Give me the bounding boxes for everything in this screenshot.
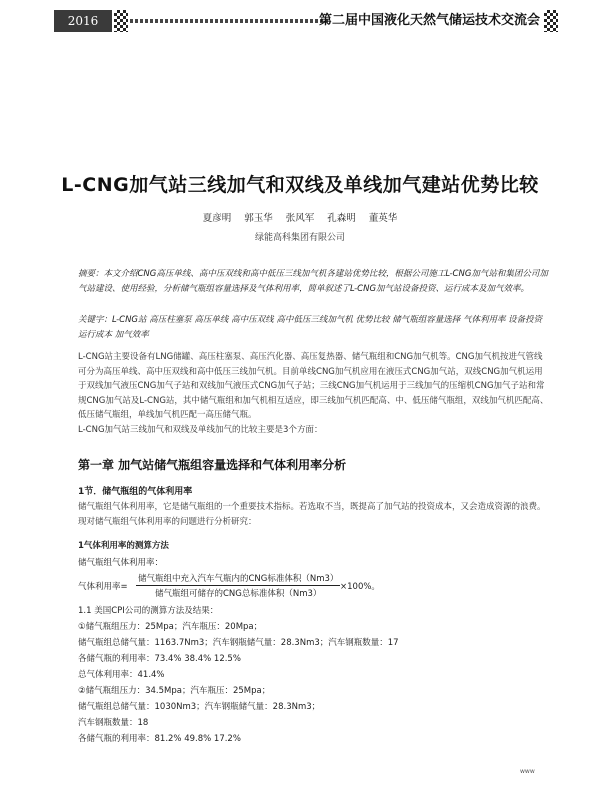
authors: 夏彦明 郭玉华 张风军 孔森明 董英华: [202, 213, 398, 224]
header-year-badge: 2016: [54, 10, 112, 32]
formula-tail: ×100%。: [340, 582, 380, 592]
case2-params: ②储气瓶组压力：34.5Mpa；汽车瓶压：25Mpa；: [78, 686, 271, 696]
subsection-heading: 1气体利用率的测算方法: [78, 541, 169, 551]
formula-lhs: 气体利用率=: [78, 582, 128, 592]
abstract: 摘要：本文介绍CNG高压单线、高中压双线和高中低压三线加气机各建站优势比较，根据公司施工L-CNG加气站和集团公司加气站建设、使用经验，分析储气瓶组容量选择及气体利用率，简单叙述了L-CNG加气站设备投资、运行成本及加气效率。: [78, 269, 548, 294]
case1-params: ①储气瓶组压力：25Mpa；汽车瓶压：20Mpa；: [78, 622, 263, 632]
intro-paragraph: L-CNG加气站三线加气和双线及单线加气的比较主要是3个方面：: [78, 424, 323, 435]
case1-rates: 各储气瓶的利用率：73.4% 38.4% 12.5%: [78, 654, 241, 664]
conference-title: 第二届中国液化天然气储运技术交流会: [318, 13, 540, 28]
section-heading: 1节．储气瓶组的气体利用率: [78, 487, 193, 497]
intro-paragraph: L-CNG站主要设备有LNG储罐、高压柱塞泵、高压汽化器、高压复热器、储气瓶组和CNG加气机等。CNG加气机按进气管线可分为高压单线、高中压双线和高中低压三线加气机。目前单线CNG加气机应用在液压式CNG加气站，双线CNG加气机运用于双线加气液压CNG加气子站和双线加气液压式CNG加气子站；三线CNG加气机运用于三线加气的压缩机CNG加气子站和常规CNG加气站及L-CNG站，其中储气瓶组和加气机相互适应，即三线加气机匹配高、中、低压储气瓶组，双线加气机匹配高、低压储气瓶组，单线加气机匹配一高压储气瓶。: [78, 352, 549, 420]
formula-denominator: 储气瓶组可储存的CNG总标准体积（Nm3）: [155, 589, 322, 599]
section-text: 储气瓶组气体利用率，它是储气瓶组的一个重要技术指标。若选取不当，既提高了加气站的投资成本，又会造成资源的浪费。现对储气瓶组气体利用率的问题进行分析研究：: [78, 502, 546, 527]
case2-count: 汽车钢瓶数量：18: [78, 718, 149, 728]
method-title: 1.1 美国CPI公司的测算方法及结果：: [78, 606, 219, 616]
case1-total: 总气体利用率：41.4%: [78, 670, 165, 680]
page-footer-mark: www: [520, 768, 535, 775]
affiliation: 绿能高科集团有限公司: [254, 233, 345, 243]
formula-numerator: 储气瓶组中充入汽车气瓶内的CNG标准体积（Nm3）: [138, 574, 339, 584]
formula-fraction: [136, 572, 340, 599]
keywords: 关键字：L-CNG站 高压柱塞泵 高压单线 高中压双线 高中低压三线加气机 优势比较 储气瓶组容量选择 气体利用率 设备投资 运行成本 加气效率: [78, 315, 543, 340]
chapter-heading: 第一章 加气站储气瓶组容量选择和气体利用率分析: [78, 458, 347, 472]
case1-volumes: 储气瓶组总储气量：1163.7Nm3；汽车钢瓶储气量：28.3Nm3；汽车钢瓶数量：17: [78, 638, 399, 648]
case2-rates: 各储气瓶的利用率：81.2% 49.8% 17.2%: [78, 734, 241, 744]
header-dotted-rule: [130, 19, 330, 23]
paper-title: L-CNG加气站三线加气和双线及单线加气建站优势比较: [61, 174, 539, 196]
case2-volumes: 储气瓶组总储气量：1030Nm3；汽车钢瓶储气量：28.3Nm3；: [78, 702, 321, 712]
utilization-formula: [78, 572, 378, 600]
intro-text: [78, 350, 550, 437]
header-checker-decoration: [114, 10, 128, 32]
header-end-decoration: [544, 10, 558, 32]
formula-intro: 储气瓶组气体利用率：: [78, 558, 164, 568]
